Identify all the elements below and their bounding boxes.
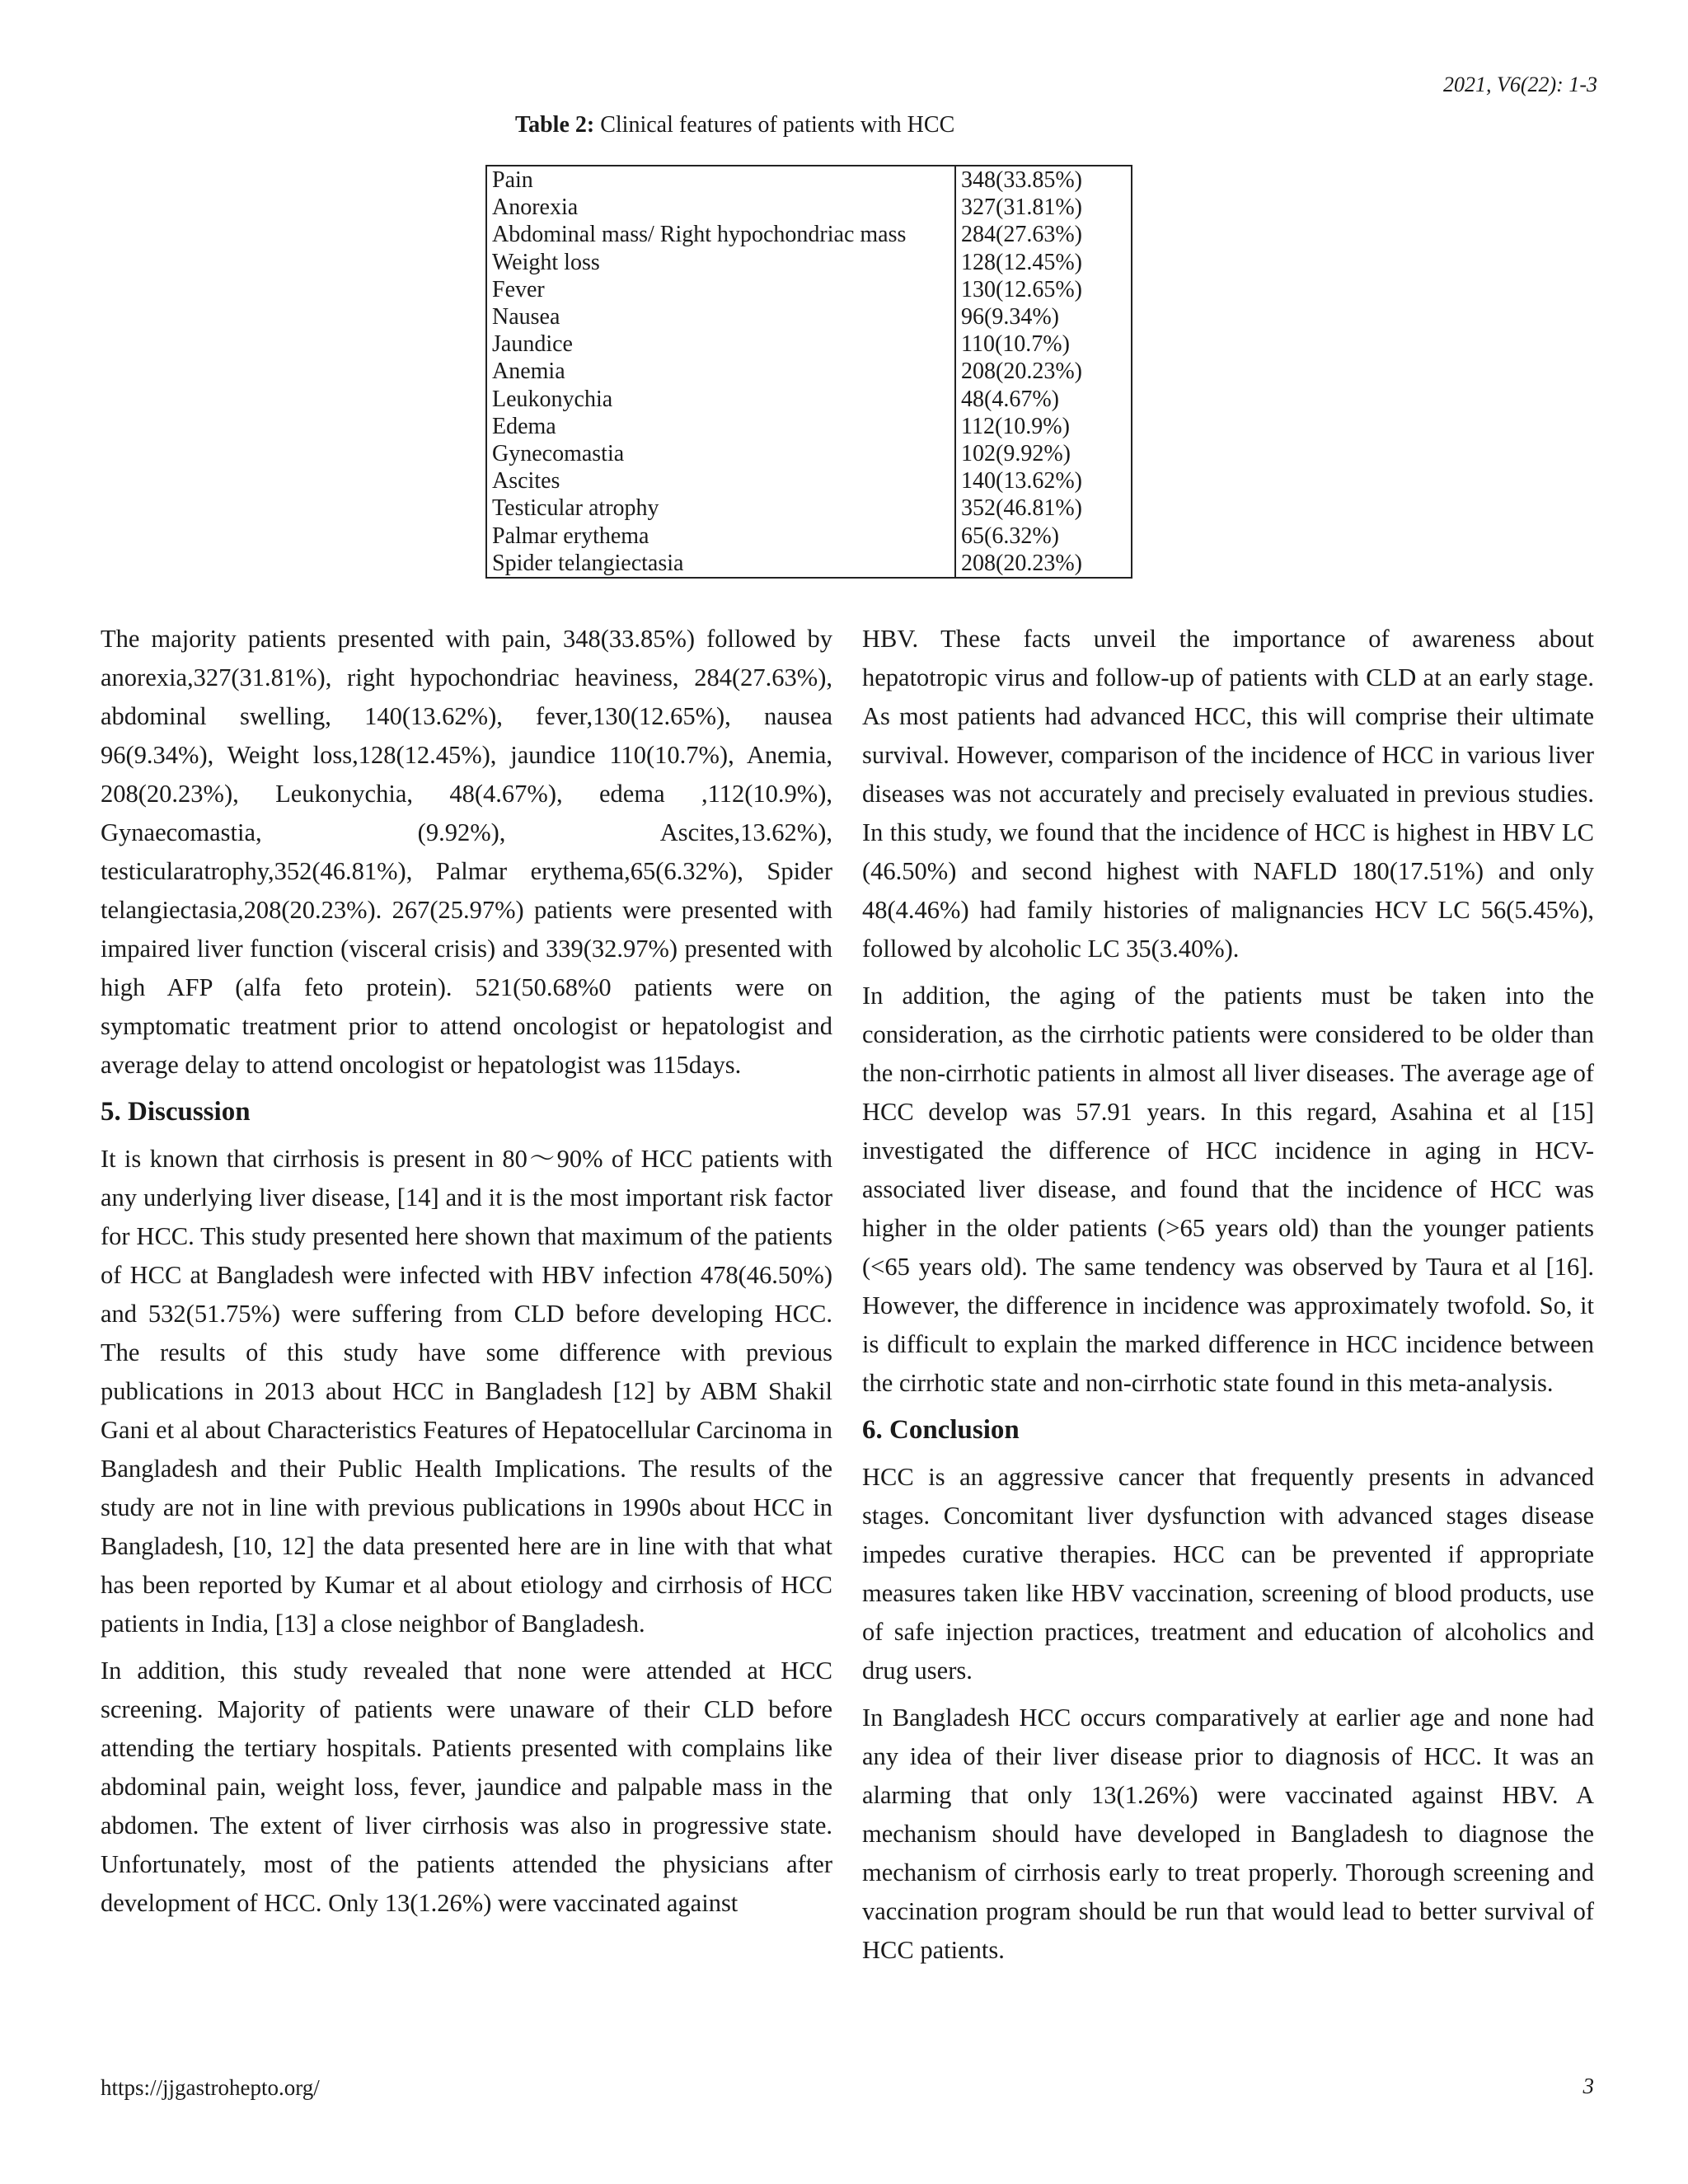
right-column: [862, 620, 1594, 1978]
table-row: [486, 166, 1132, 194]
value-cell: 140(13.62%): [955, 467, 1132, 494]
feature-cell: Fever: [486, 276, 955, 303]
discussion-heading: 5. Discussion: [101, 1097, 251, 1127]
feature-cell: Ascites: [486, 467, 955, 494]
table-row: [486, 194, 1132, 221]
footer-url-link[interactable]: https://jjgastrohepto.org/: [101, 2075, 320, 2100]
discussion-paragraph-1: It is known that cirrhosis is present in 80～90% of HCC patients with any underlying liver disease, [14] and it is the most important risk factor for HCC. This study presented here shown that maximum of the patients of HCC at Bangladesh were infected with HBV infection 478(46.50%) and 532(51.75%) were suffering from CLD before developing HCC. The results of this study have some difference with previous publications in 2013 about HCC in Bangladesh [12] by ABM Shakil Gani et al about Characteristics Features of Hepatocellular Carcinoma in Bangladesh and their Public Health Implications. The results of the study are not in line with previous publications in 1990s about HCC in Bangladesh, [10, 12] the data presented here are in line with that what has been reported by Kumar et al about etiology and cirrhosis of HCC patients in India, [13] a close neighbor of Bangladesh.: [101, 1145, 832, 1638]
value-cell: 130(12.65%): [955, 276, 1132, 303]
feature-cell: Anorexia: [486, 194, 955, 221]
feature-cell: Weight loss: [486, 249, 955, 276]
left-column: [101, 620, 832, 1931]
discussion-paragraph-3: HBV. These facts unveil the importance of awareness about hepatotropic virus and follow-up of patients with CLD at an early stage. As most patients had advanced HCC, this will comprise their ultimate survival. However, comparison of the incidence of HCC in various liver diseases was not accurately and precisely evaluated in previous studies. In this study, we found that the incidence of HCC is highest in HBV LC (46.50%) and second highest with NAFLD 180(17.51%) and only 48(4.46%) had family histories of malignancies HCV LC 56(5.45%), followed by alcoholic LC 35(3.40%).: [862, 625, 1594, 963]
value-cell: 352(46.81%): [955, 494, 1132, 522]
feature-cell: Leukonychia: [486, 386, 955, 413]
value-cell: 128(12.45%): [955, 249, 1132, 276]
table-caption-label: Table 2:: [515, 112, 595, 138]
feature-cell: Pain: [486, 166, 955, 194]
table-caption-text: Clinical features of patients with HCC: [594, 112, 955, 138]
table-row: [486, 550, 1132, 578]
table-row: [486, 330, 1132, 358]
value-cell: 112(10.9%): [955, 413, 1132, 440]
table-row: [486, 221, 1132, 248]
clinical-features-table: [485, 165, 1132, 579]
results-paragraph: The majority patients presented with pain, 348(33.85%) followed by anorexia,327(31.81%), right hypochondriac heaviness, 284(27.63%), abdominal swelling, 140(13.62%), fever,130(12.65%), nausea 96(9.34%), Weight loss,128(12.45%), jaundice 110(10.7%), Anemia, 208(20.23%), Leukonychia, 48(4.67%), edema ,112(10.9%), Gynaecomastia, (9.92%), Ascites,13.62%), testicularatrophy,352(46.81%), Palmar erythema,65(6.32%), Spider telangiectasia,208(20.23%). 267(25.97%) patients were presented with impaired liver function (visceral crisis) and 339(32.97%) presented with high AFP (alfa feto protein). 521(50.68%0 patients were on symptomatic treatment prior to attend oncologist or hepatologist and average delay to attend oncologist or hepatologist was 115days.: [101, 625, 832, 1079]
value-cell: 327(31.81%): [955, 194, 1132, 221]
table-row: [486, 523, 1132, 550]
feature-cell: Testicular atrophy: [486, 494, 955, 522]
value-cell: 208(20.23%): [955, 358, 1132, 385]
table-row: [486, 303, 1132, 330]
discussion-paragraph-4: In addition, the aging of the patients must be taken into the consideration, as the cirrhotic patients were considered to be older than the non-cirrhotic patients in almost all liver diseases. The average age of HCC develop was 57.91 years. In this regard, Asahina et al [15] investigated the difference of HCC incidence in aging in HCV-associated liver disease, and found that the incidence of HCC was higher in the older patients (>65 years old) than the younger patients (<65 years old). The same tendency was observed by Taura et al [16]. However, the difference in incidence was approximately twofold. So, it is difficult to explain the marked difference in HCC incidence between the cirrhotic state and non-cirrhotic state found in this meta-analysis.: [862, 982, 1594, 1397]
value-cell: 348(33.85%): [955, 166, 1132, 194]
value-cell: 48(4.67%): [955, 386, 1132, 413]
feature-cell: Nausea: [486, 303, 955, 330]
feature-cell: Anemia: [486, 358, 955, 385]
value-cell: 208(20.23%): [955, 550, 1132, 578]
table-row: [486, 494, 1132, 522]
feature-cell: Edema: [486, 413, 955, 440]
feature-cell: Palmar erythema: [486, 523, 955, 550]
feature-cell: Jaundice: [486, 330, 955, 358]
table-row: [486, 249, 1132, 276]
conclusion-paragraph-2: In Bangladesh HCC occurs comparatively at earlier age and none had any idea of their liver disease prior to diagnosis of HCC. It was an alarming that only 13(1.26%) were vaccinated against HBV. A mechanism should have developed in Bangladesh to diagnose the mechanism of cirrhosis early to treat properly. Thorough screening and vaccination program should be run that would lead to better survival of HCC patients.: [862, 1704, 1594, 1964]
feature-cell: Abdominal mass/ Right hypochondriac mass: [486, 221, 955, 248]
feature-cell: Gynecomastia: [486, 440, 955, 467]
running-head-citation: 2021, V6(22): 1-3: [1442, 73, 1597, 96]
value-cell: 65(6.32%): [955, 523, 1132, 550]
table-row: [486, 440, 1132, 467]
feature-cell: Spider telangiectasia: [486, 550, 955, 578]
value-cell: 284(27.63%): [955, 221, 1132, 248]
table-row: [486, 276, 1132, 303]
conclusion-heading: 6. Conclusion: [862, 1415, 1020, 1445]
table-row: [486, 358, 1132, 385]
value-cell: 110(10.7%): [955, 330, 1132, 358]
page-number: 3: [1582, 2074, 1594, 2098]
table-row: [486, 413, 1132, 440]
value-cell: 102(9.92%): [955, 440, 1132, 467]
discussion-paragraph-2: In addition, this study revealed that none were attended at HCC screening. Majority of patients were unaware of their CLD before attending the tertiary hospitals. Patients presented with complains like abdominal pain, weight loss, fever, jaundice and palpable mass in the abdomen. The extent of liver cirrhosis was also in progressive state. Unfortunately, most of the patients attended the physicians after development of HCC. Only 13(1.26%) were vaccinated against: [101, 1657, 832, 1917]
conclusion-paragraph-1: HCC is an aggressive cancer that frequently presents in advanced stages. Concomitant liver dysfunction with advanced stages disease impedes curative therapies. HCC can be prevented if appropriate measures taken like HBV vaccination, screening of blood products, use of safe injection practices, treatment and education of alcoholics and drug users.: [862, 1463, 1594, 1685]
table-row: [486, 386, 1132, 413]
table-row: [486, 467, 1132, 494]
value-cell: 96(9.34%): [955, 303, 1132, 330]
table-caption: [515, 112, 954, 138]
